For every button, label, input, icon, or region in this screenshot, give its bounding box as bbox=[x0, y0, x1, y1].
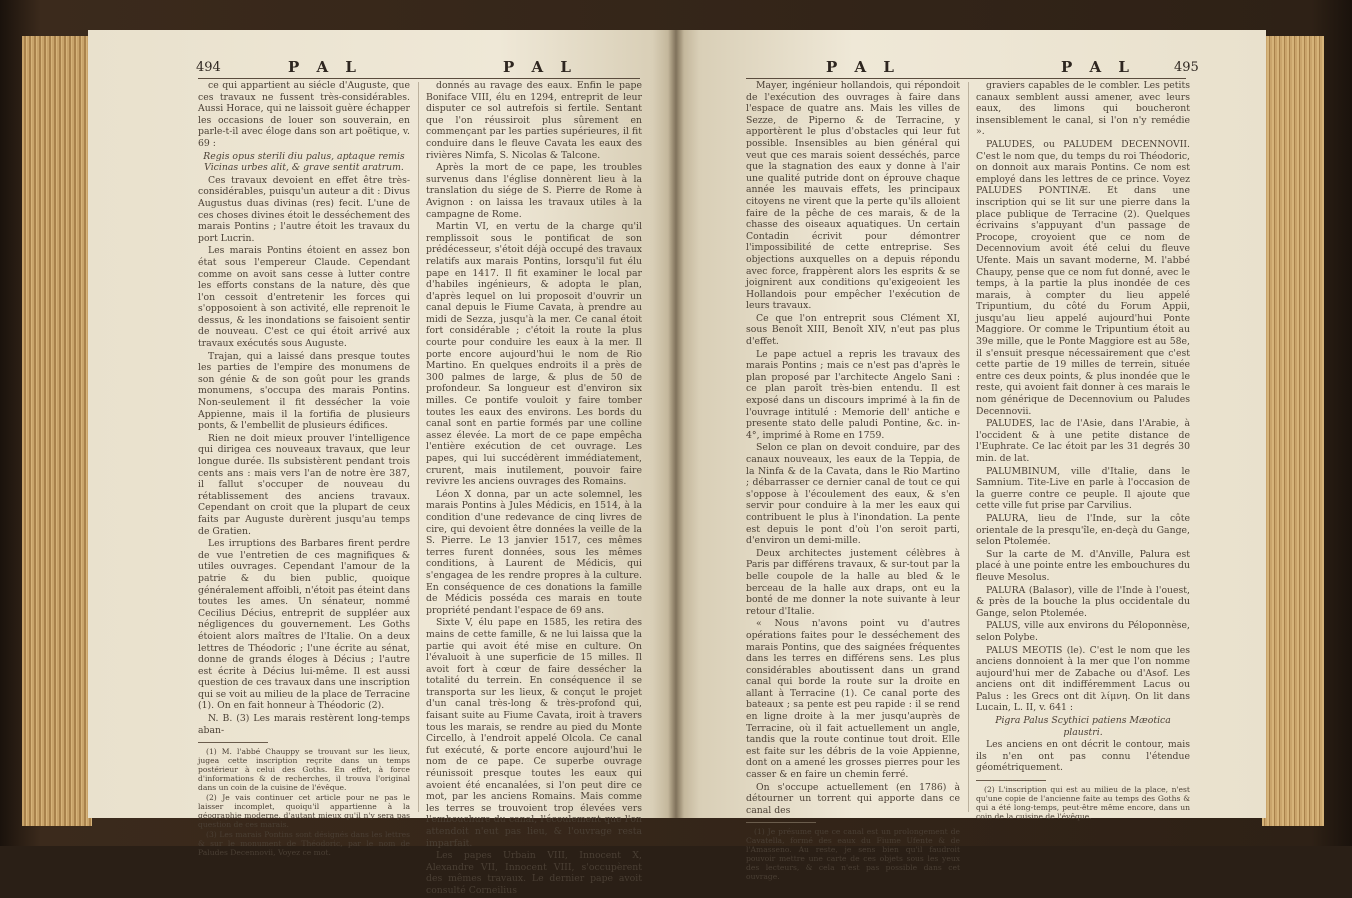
dictionary-entry-palura-balasor: PALURA (Balasor), ville de l'Inde à l'ouest, & près de la bouche la plus occidentale du Gange, selon Ptolemée. bbox=[976, 584, 1190, 619]
paragraph: On s'occupe actuellement (en 1786) à détourner un torrent qui apporte dans ce canal des bbox=[746, 781, 960, 816]
footnote: (2) Je vais continuer cet article pour ne pas le laisser incomplet, quoiqu'il appartienne à la géographie moderne, d'autant mieux qu'il n'y sera pas question de ces marais. bbox=[198, 793, 410, 830]
footnote: (3) Les marais Pontins sont désignés dans les lettres & sur le monument de Théodoric, par le nom de Paludes Decennovii, Voyez ce mot. bbox=[198, 830, 410, 858]
paragraph: Les papes Urbain VIII, Innocent X, Alexandre VII, Innocent VIII, s'occupèrent des mêmes travaux. Le dernier pape avoit consulté Corneilius bbox=[426, 850, 642, 896]
dictionary-entry-palumbinum: PALUMBINUM, ville d'Italie, dans le Samnium. Tite-Live en parle à l'occasion de la guerre contre ce peuple. Il ajoute que cette ville fut prise par Carvilius. bbox=[976, 465, 1190, 512]
right-page-edges bbox=[1262, 36, 1324, 826]
page-number-left: 494 bbox=[196, 60, 221, 75]
column-divider bbox=[418, 82, 419, 812]
book-gutter bbox=[668, 30, 684, 818]
footnote-rule bbox=[198, 742, 268, 743]
dictionary-entry-paludes: PALUDES, ou PALUDEM DECENNOVII. C'est le nom que, du temps du roi Théodoric, on donnoit aux marais Pontins. Ce nom est employé dans les lettres de ce prince. Voyez PALUDES PONTINÆ. Et dans une inscription qui se lit sur une pierre dans la place publique de Terracine (2). Quelques écrivains s'appuyant d'un passage de Procope, croyoient que ce nom de Decennovium avoit été celui du fleuve Ufente. Mais un savant moderne, M. l'abbé Chaupy, pense que ce nom fut donné, avec le temps, à la partie la plus inondée de ces marais, à compter du lieu appelé Tripuntium, du côté du Forum Appii, jusqu'au lieu appelé aujourd'hui Ponte Maggiore. Or comme le Tripuntium étoit au 39e mille, que le Ponte Maggiore est au 58e, il s'ensuit presque nécessairement que c'est cette partie de 19 milles de terrein, située entre ces deux points, & plus inondée que le reste, qui avoient fait donner à ces marais le nom générique de Decennovium ou Paludes Decennovii. bbox=[976, 138, 1190, 417]
paragraph: Ce que l'on entreprit sous Clément XI, sous Benoît XIII, Benoît XIV, n'eut pas plus d'effet. bbox=[746, 312, 960, 348]
paragraph: Mayer, ingénieur hollandois, qui répondoit de l'exécution des ouvrages à faire dans l'espace de quatre ans. Mais les villes de Sezze, de Piperno & de Terracine, y apportèrent le plus d'obstacles qui leur fut possible. Insensibles au bien général qui veut que ces marais soient desséchés, parce que la stagnation des eaux y donne à l'air une qualité putride dont on éprouve chaque année les mauvais effets, les principaux citoyens ne virent que la perte qu'ils alloient faire de la pêche de ces marais, & de la chasse des oiseaux aquatiques. Un certain Contadin écrivit pour démontrer l'impossibilité de cette entreprise. Ses objections auxquelles on a depuis répondu avec force, frappèrent alors les esprits & se joignirent aux conditions qu'exigeoient les Hollandois pour empêcher l'exécution de leurs travaux. bbox=[746, 80, 960, 312]
paragraph: Les irruptions des Barbares firent perdre de vue l'entretien de ces magnifiques & utiles ouvrages. Cependant l'amour de la patrie & du bien public, quoique généralement affoibli, n'étoit pas éteint dans toutes les ames. Un sénateur, nommé Cecilius Décius, entreprit de suppléer aux négligences du gouvernement. Les Goths étoient alors maîtres de l'Italie. On a deux lettres de Théodoric ; l'une écrite au sénat, donne de grands éloges à Décius ; l'autre est écrite à Décius lui-même. Il est aussi question de ces travaux dans une inscription qui se voit au milieu de la place de Terracine (1). On en fait honneur à Théodoric (2). bbox=[198, 538, 410, 712]
left-page-edges bbox=[22, 36, 92, 826]
right-page-column-2 bbox=[976, 80, 1190, 822]
paragraph: Les anciens en ont décrit le contour, mais ils n'en ont pas connu l'étendue géométriquement. bbox=[976, 739, 1190, 774]
dictionary-entry-palus: PALUS, ville aux environs du Péloponnèse, selon Polybe. bbox=[976, 620, 1190, 643]
paragraph: Deux architectes justement célèbres à Paris par différens travaux, & sur-tout par la belle coupole de la halle au bled & le berceau de la halle aux draps, ont eu la bonté de me donner la note suivante à leur retour d'Italie. bbox=[746, 547, 960, 617]
page-number-right: 495 bbox=[1174, 60, 1199, 75]
left-page-column-1 bbox=[198, 80, 410, 858]
footnote: (2) L'inscription qui est au milieu de la place, n'est qu'une copie de l'ancienne faite au temps des Goths & qui a été long-temps, peut-être même encore, dans un coin de la cuisine de l'évêque. bbox=[976, 785, 1190, 822]
paragraph: « Nous n'avons point vu d'autres opérations faites pour le desséchement des marais Pontins, que des saignées fréquentes dans les terres en différens sens. Les plus considérables aboutissent dans un grand canal qui borde la route sur la droite en allant à Terracine (1). Ce canal porte des bateaux ; sa pente est peu rapide : il se rend en ligne droite à la mer jusqu'auprès de Terracine, où il fait actuellement un angle, tandis que la route continue tout droit. Elle est faite sur les débris de la voie Appienne, dont on a amené les grosses pierres pour les casser & en faire un chemin ferré. bbox=[746, 618, 960, 781]
paragraph: graviers capables de le combler. Les petits canaux semblent aussi amener, avec leurs eaux, des limons qui boucheront insensiblement le canal, si l'on n'y remédie ». bbox=[976, 80, 1190, 138]
paragraph: ce qui appartient au siécle d'Auguste, que ces travaux ne fussent très-considérables. Aussi Horace, qui ne laissoit guère échapper les occasions de louer son souverain, en parle-t-il avec éloge dans son art poëtique, v. 69 : bbox=[198, 80, 410, 149]
column-divider bbox=[968, 82, 969, 812]
paragraph: Les marais Pontins étoient en assez bon état sous l'empereur Claude. Cependant comme on avoit sans cesse à lutter contre les efforts constans de la nature, dès que l'on cessoit d'entretenir les forces qui s'opposoient à son activité, elle reprenoit le dessus, & les inondations se faisoient sentir de nouveau. C'est ce qui étoit arrivé aux travaux exécutés sous Auguste. bbox=[198, 245, 410, 350]
header-rule bbox=[746, 78, 1186, 79]
paragraph: donnés au ravage des eaux. Enfin le pape Boniface VIII, élu en 1294, entreprit de leur disputer ce sol autrefois si fertile. Sentant que l'on réussiroit plus sûrement en commençant par les parties supérieures, il fit conduire dans le fleuve Cavata les eaux des rivières Nimfa, S. Nicolas & Talcone. bbox=[426, 80, 642, 161]
dictionary-entry-paludes-lac: PALUDES, lac de l'Asie, dans l'Arabie, à l'occident & à une petite distance de l'Euphrate. Ce lac étoit par les 31 degrés 30 min. de lat. bbox=[976, 418, 1190, 464]
footnote: (1) Je présume que ce canal est un prolongement de Cavatella, formé des eaux du Fiume Ufente & de l'Amasseno. Au reste, je sens bien qu'il faudroit pouvoir mettre une carte de ces objets sous les yeux des lecteurs, & cela n'est pas possible dans cet ouvrage. bbox=[746, 827, 960, 882]
footnotes-left bbox=[198, 747, 410, 857]
paragraph: Ces travaux devoient en effet être très-considérables, puisqu'un auteur a dit : Divus Augustus duas divinas (res) fecit. L'une de ces choses divines étoit le desséchement des marais Pontins ; l'autre étoit les travaux du port Lucrin. bbox=[198, 174, 410, 244]
running-head-right-col2: P A L bbox=[1061, 58, 1135, 76]
footnotes-right-col1 bbox=[746, 827, 960, 881]
footnote-rule bbox=[976, 780, 1046, 781]
latin-verse: Pigra Palus Scythici patiens Mæotica plaustri. bbox=[995, 715, 1171, 738]
right-page bbox=[676, 30, 1266, 882]
left-page bbox=[88, 30, 676, 896]
latin-verse: Regis opus sterili diu palus, aptaque remis Vicinas urbes alit, & grave sentit aratrum. bbox=[203, 150, 405, 174]
running-head-left-col2: P A L bbox=[503, 58, 577, 76]
header-rule bbox=[198, 78, 640, 79]
paragraph: Après la mort de ce pape, les troubles survenus dans l'église donnèrent lieu à la translation du siége de S. Pierre de Rome à Avignon : on laissa les travaux utiles à la campagne de Rome. bbox=[426, 162, 642, 220]
paragraph: Sur la carte de M. d'Anville, Palura est placé à une pointe entre les embouchures du fleuve Mesolus. bbox=[976, 548, 1190, 583]
paragraph: Selon ce plan on devoit conduire, par des canaux nouveaux, les eaux de la Teppia, de la Ninfa & de la Cavata, dans le Rio Martino ; débarrasser ce dernier canal de tout ce qui s'oppose à l'écoulement des eaux, & s'en servir pour conduire à la mer les eaux qui contribuent le plus à l'inondation. La pente est depuis le pont d'où l'on seroit parti, d'environ un demi-mille. bbox=[746, 442, 960, 547]
paragraph: Rien ne doit mieux prouver l'intelligence qui dirigea ces nouveaux travaux, que leur longue durée. Ils subsistèrent pendant trois cents ans : mais vers l'an de notre ère 387, il fallut s'occuper de nouveau du rétablissement des anciens travaux. Cependant on croit que la plupart de ceux faits par Auguste durèrent jusqu'au temps de Gratien. bbox=[198, 432, 410, 537]
right-page-column-1 bbox=[746, 80, 960, 882]
paragraph: Martin VI, en vertu de la charge qu'il remplissoit sous le pontificat de son prédécesseur, s'étoit déjà occupé des travaux relatifs aux marais Pontins, lorsqu'il fut élu pape en 1417. Il fit examiner le local par d'habiles ingénieurs, & adopta le plan, d'après lequel on lui proposoit d'ouvrir un canal depuis le Fiume Cavata, à prendre au midi de Sezza, jusqu'à la mer. Ce canal étoit fort considérable ; c'étoit la route la plus courte pour conduire les eaux à la mer. Il porte encore aujourd'hui le nom de Rio Martino. En quelques endroits il a près de 300 palmes de large, & plus de 50 de profondeur. Sa longueur est d'environ six milles. Ce pontife vouloit y faire tomber toutes les eaux des environs. Les bords du canal sont en partie formés par une colline assez élevée. La mort de ce pape empêcha l'entière exécution de cet ouvrage. Les papes, qui lui succédèrent immédiatement, crurent, mais inutilement, pouvoir faire revivre les anciens ouvrages des Romains. bbox=[426, 221, 642, 488]
footnote-rule bbox=[746, 822, 816, 823]
paragraph: Léon X donna, par un acte solemnel, les marais Pontins à Jules Médicis, en 1514, à la condition d'une redevance de cinq livres de cire, qui devoient être données la veille de la S. Pierre. Le 13 janvier 1517, ces mêmes terres furent données, sous les mêmes conditions, à Laurent de Médicis, qui s'engagea de les rendre propres à la culture. En conséquence de ces donations la famille de Médicis posséda ces marais en toute propriété pendant l'espace de 69 ans. bbox=[426, 488, 642, 616]
paragraph: N. B. (3) Les marais restèrent long-temps aban- bbox=[198, 713, 410, 736]
paragraph: Trajan, qui a laissé dans presque toutes les parties de l'empire des monumens de son génie & de son goût pour les grands monumens, s'occupa des marais Pontins. Non-seulement il fit dessécher la voie Appienne, mais il la fortifia de plusieurs ponts, & l'embellit de plusieurs édifices. bbox=[198, 350, 410, 432]
paragraph: Le pape actuel a repris les travaux des marais Pontins ; mais ce n'est pas d'après le plan proposé par l'architecte Angelo Sani : ce plan paroît très-bien entendu. Il est exposé dans un discours imprimé à la fin de l'ouvrage intitulé : Memorie dell' antiche e presente stato delle paludi Pontine, &c. in-4°, imprimé à Rome en 1759. bbox=[746, 348, 960, 441]
left-page-column-2 bbox=[426, 80, 642, 898]
paragraph: Sixte V, élu pape en 1585, les retira des mains de cette famille, & ne lui laissa que la partie qui avoit été mise en culture. On l'évaluoit à une superficie de 15 milles. Il avoit fort à cœur de faire dessécher la totalité du terrein. En conséquence il se transporta sur les lieux, & conçut le projet d'un canal très-long & très-profond qui, faisant suite au Fiume Cavata, iroit à travers tous les marais, se rendre au pied du Monte Circello, à l'endroit appelé Olcola. Ce canal fut exécuté, & porte encore aujourd'hui le nom de ce pape. Ce superbe ouvrage réunissoit presque toutes les eaux qui avoient été encanalées, si l'on peut dire ce mot, par les anciens Romains. Mais comme les terres se trouvoient trop élevées vers l'embouchure du canal, l'écoulement que l'on attendoit n'eut pas lieu, & l'ouvrage resta imparfait. bbox=[426, 617, 642, 849]
running-head-left-col1: P A L bbox=[288, 58, 362, 76]
footnotes-right-col2 bbox=[976, 785, 1190, 821]
footnote: (1) M. l'abbé Chauppy se trouvant sur les lieux, jugea cette inscription reçrite dans un temps postérieur à celui des Goths. En effet, à force d'informations & de recherches, il trouva l'original dans un coin de la cuisine de l'évêque. bbox=[198, 747, 410, 793]
dictionary-entry-palus-meotis: PALUS MEOTIS (le). C'est le nom que les anciens donnoient à la mer que l'on nomme aujourd'hui mer de Zabache ou d'Asof. Les anciens ont dit indifféremment Lacus ou Palus : les Grecs ont dit λίμνη. On lit dans Lucain, L. II, v. 641 : bbox=[976, 644, 1190, 714]
running-head-right-col1: P A L bbox=[826, 58, 900, 76]
dictionary-entry-palura: PALURA, lieu de l'Inde, sur la côte orientale de la presqu'île, en-deçà du Gange, selon Ptolemée. bbox=[976, 512, 1190, 548]
